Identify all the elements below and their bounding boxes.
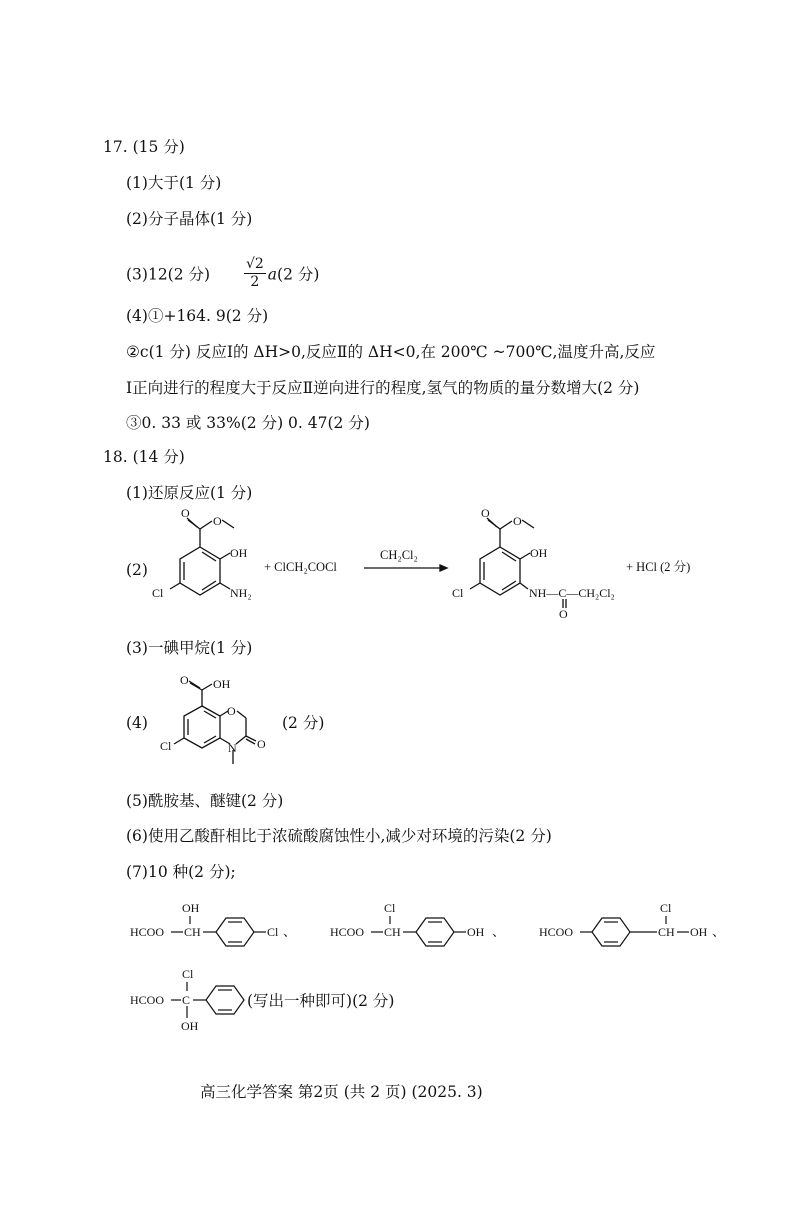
q17-answer-1: (1)大于(1 分) [126,174,222,192]
separator-2: 、 [492,924,506,939]
oh-label: OH [230,546,248,560]
isomer-2-cl: Cl [384,901,396,915]
q18-answer-7: (7)10 种(2 分); [126,863,236,881]
isomer-4-c: C [182,993,191,1007]
q17-answer-4: (4)①+164. 9(2 分) [126,307,269,325]
isomer-3 [539,901,725,946]
product-amide-chain: NH—C—CH₂Cl₂ [529,586,615,600]
reactant-molecule [170,518,234,595]
lactam-o-label: O [257,737,266,751]
q18-header: 18. (14 分) [103,448,185,466]
isomer-1-oh: OH [182,901,200,915]
isomer-3-cl: Cl [660,901,672,915]
nh2-label: NH₂ [230,586,252,600]
ring-n-label: N [228,741,237,755]
isomer-4-oh: OH [181,1019,199,1033]
q17-answer-2: (2)分子晶体(1 分) [126,210,253,228]
product-carbonyl-o: O [559,607,568,621]
cooh-oh-label: OH [213,677,231,691]
fraction-numerator: √2 [245,256,264,272]
q18-answer-2-label: (2) [126,561,148,579]
q17-answer-4-2-line1: ②c(1 分) 反应Ⅰ的 ΔH>0,反应Ⅱ的 ΔH<0,在 200℃ ~700℃,温度升高,反应 [126,343,656,361]
q17-answer-4-3: ③0. 33 或 33%(2 分) 0. 47(2 分) [126,414,370,432]
page-footer: 高三化学答案 第2页 (共 2 页) (2025. 3) [200,1083,483,1101]
q17-answer-3-variable: a [267,265,278,284]
isomer-3-oh: OH [690,925,708,939]
q18-answer-6: (6)使用乙酸酐相比于浓硫酸腐蚀性小,减少对环境的污染(2 分) [126,827,552,845]
reagent-plus-chloroacetyl: + ClCH₂COCl [264,560,337,574]
q17-header: 17. (15 分) [103,138,185,156]
isomer-2-oh: OH [467,925,485,939]
product-ester-o2-label: O [513,514,522,528]
q18-answer-4-label: (4) [126,714,148,732]
fraction-denominator: 2 [250,274,260,290]
isomer-1-hcoo: HCOO [130,925,165,939]
ester-o2-label: O [213,514,222,528]
q18-answer-5: (5)酰胺基、醚键(2 分) [126,792,284,810]
q17-answer-3-score: (2 分) [277,265,320,284]
isomer-3-ch: CH [658,925,675,939]
isomer-3-hcoo: HCOO [539,925,574,939]
separator-3: 、 [712,924,726,939]
solvent-label: CH₂Cl₂ [380,548,418,562]
isomer-1-ch: CH [184,925,201,939]
q18-answer-3: (3)一碘甲烷(1 分) [126,639,253,657]
isomer-2-ch: CH [384,925,401,939]
reaction-arrow [364,565,447,571]
isomer-1 [130,901,296,946]
product-cl-label: Cl [452,586,464,600]
isomer-structures-row [126,890,746,960]
isomer-4-hcoo: HCOO [130,993,165,1007]
isomer-2 [330,901,505,946]
ester-o-label: O [181,506,190,520]
isomer-1-cl: Cl [267,925,279,939]
q17-answer-3 [126,258,319,293]
isomer-4-cl: Cl [182,967,194,981]
ring-o-label: O [227,704,236,718]
q17-answer-3-prefix: (3)12(2 分) [126,265,211,284]
product-ester-o-label: O [481,506,490,520]
cl-label: Cl [152,586,164,600]
q18-answer-1: (1)还原反应(1 分) [126,484,253,502]
product-oh-label: OH [530,546,548,560]
separator-1: 、 [283,924,297,939]
isomer-2-hcoo: HCOO [330,925,365,939]
q18-answer-4-score: (2 分) [282,714,325,732]
byproduct-hcl: + HCl (2 分) [626,560,691,574]
q18-answer-7-note: (写出一种即可)(2 分) [247,992,395,1010]
reaction-scheme [150,505,750,620]
q17-answer-3-fraction [244,256,266,291]
cooh-o-label: O [180,673,189,687]
q17-answer-4-2-line2: Ⅰ正向进行的程度大于反应Ⅱ逆向进行的程度,氢气的物质的量分数增大(2 分) [126,379,640,397]
structure-4-cl-label: Cl [160,739,172,753]
